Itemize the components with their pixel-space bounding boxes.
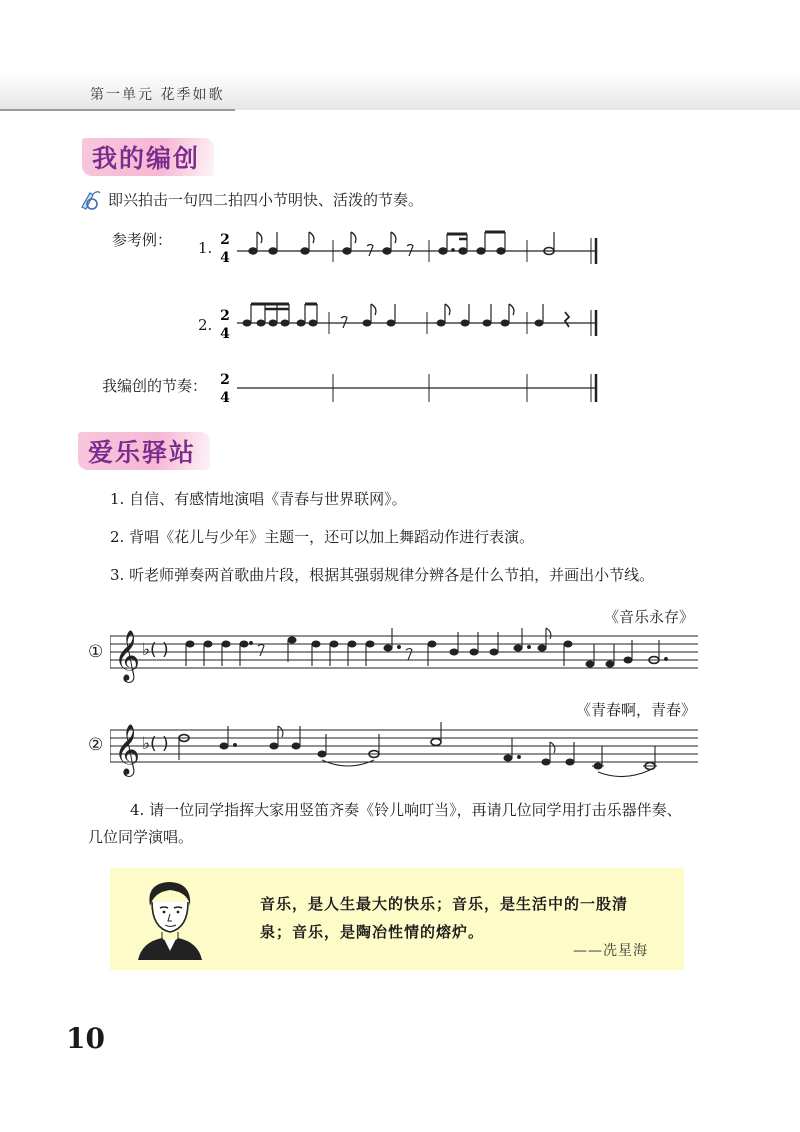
svg-text:♭( ): ♭( ): [142, 640, 169, 660]
header-rule: [0, 109, 235, 111]
list-item-4-line-2: 几位同学演唱。: [88, 828, 194, 846]
svg-text:♭( ): ♭( ): [142, 734, 169, 754]
quote-box: [110, 868, 684, 970]
quote-line: 泉；音乐，是陶冶性情的熔炉。: [260, 923, 485, 941]
staff-1-number: ①: [88, 642, 104, 662]
example-2-number: 2.: [198, 316, 213, 334]
svg-text:𝄞: 𝄞: [114, 630, 141, 681]
staff-2: [110, 716, 700, 780]
time-sig-bottom: 4: [220, 390, 230, 406]
time-sig-bottom: 4: [220, 326, 230, 342]
example-1-number: 1.: [198, 239, 213, 257]
section-title-music-station: 爱乐驿站: [78, 432, 210, 470]
portrait-illustration: [136, 876, 204, 960]
time-sig-top: 2: [220, 308, 230, 324]
song-title-1: 《音乐永存》: [604, 608, 695, 626]
quote-line: 音乐，是人生最大的快乐；音乐，是生活中的一股清: [260, 895, 629, 913]
svg-text:𝄞: 𝄞: [114, 724, 141, 775]
list-item: 3. 听老师弹奏两首歌曲片段，根据其强弱规律分辨各是什么节拍，并画出小节线。: [110, 566, 655, 584]
list-item-4-line-1: 4. 请一位同学指挥大家用竖笛齐奏《铃儿响叮当》，再请几位同学用打击乐器伴奏、: [130, 801, 682, 819]
rhythm-example-1: [215, 222, 605, 268]
song-title-2: 《青春啊，青春》: [576, 701, 697, 719]
rhythm-example-2: [215, 298, 605, 344]
my-rhythm-blank-staff[interactable]: [215, 368, 605, 408]
section-title-my-creation: 我的编创: [82, 138, 214, 176]
reference-label: 参考例：: [112, 231, 173, 249]
quote-author: ——冼星海: [573, 943, 648, 959]
quote-text: [260, 890, 660, 946]
list-item: 2. 背唱《花儿与少年》主题一，还可以加上舞蹈动作进行表演。: [110, 528, 535, 546]
staff-2-number: ②: [88, 735, 104, 755]
time-sig-bottom: 4: [220, 250, 230, 266]
time-sig-top: 2: [220, 232, 230, 248]
list-item: 1. 自信、有感情地演唱《青春与世界联网》。: [110, 490, 407, 508]
my-rhythm-label: 我编创的节奏：: [102, 377, 208, 395]
page-number: 10: [66, 1022, 105, 1055]
unit-title: 第一单元 花季如歌: [90, 87, 225, 103]
staff-1: [110, 622, 700, 686]
horn-icon: [78, 187, 102, 213]
instruction-text: 即兴拍击一句四二拍四小节明快、活泼的节奏。: [108, 191, 424, 209]
time-sig-top: 2: [220, 372, 230, 388]
